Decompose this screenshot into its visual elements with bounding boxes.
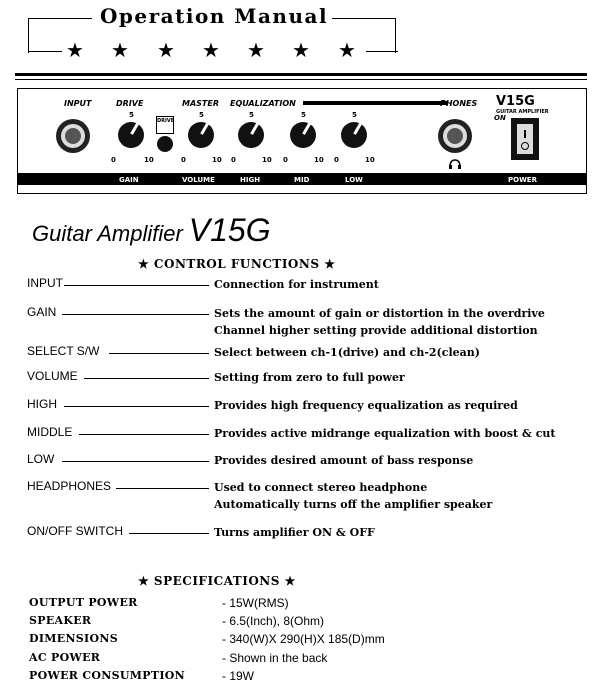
gain-scale-5: 5	[129, 111, 134, 119]
strip-label-mid: MID	[294, 176, 310, 184]
spec-value: - 340(W)X 290(H)X 185(D)mm	[222, 632, 385, 646]
low-scale-10: 10	[365, 156, 375, 164]
control-desc: Provides high frequency equalization as required	[214, 399, 518, 412]
control-term: SELECT S/W	[27, 344, 100, 358]
star-row-left-line	[28, 51, 62, 52]
star-icon: ★	[292, 38, 310, 62]
drive-select-switch[interactable]	[156, 116, 174, 160]
leader-line	[129, 533, 209, 534]
star-icon: ★	[111, 38, 129, 62]
control-row-high	[27, 397, 587, 415]
mid-scale-5: 5	[301, 111, 306, 119]
panel-label-master: MASTER	[182, 99, 219, 108]
divider-thick	[15, 73, 587, 76]
leader-line	[109, 353, 209, 354]
control-term: VOLUME	[27, 369, 78, 383]
control-row-onoff	[27, 524, 587, 542]
high-scale-5: 5	[249, 111, 254, 119]
control-row-gain	[27, 305, 587, 339]
leader-line	[79, 434, 209, 435]
volume-scale-5: 5	[199, 111, 204, 119]
control-functions-heading: ★ CONTROL FUNCTIONS ★	[138, 257, 336, 271]
header-star-row	[28, 40, 398, 62]
amp-logo: V15G	[496, 94, 535, 109]
control-desc: Sets the amount of gain or distortion in the overdrive	[214, 307, 545, 320]
spec-row	[29, 669, 589, 687]
volume-scale-10: 10	[212, 156, 222, 164]
panel-label-phones: PHONES	[440, 99, 478, 108]
control-desc: Provides active midrange equalization with boost & cut	[214, 427, 556, 440]
control-desc: Channel higher setting provide additional distortion	[214, 324, 538, 337]
mid-scale-10: 10	[314, 156, 324, 164]
control-row-volume	[27, 369, 587, 387]
spec-key: OUTPUT POWER	[29, 596, 138, 609]
divider-thin	[15, 79, 587, 80]
strip-label-low: LOW	[345, 176, 363, 184]
equalization-bar	[303, 101, 448, 105]
spec-value: - 15W(RMS)	[222, 596, 289, 610]
control-row-input	[27, 276, 587, 294]
high-scale-10: 10	[262, 156, 272, 164]
control-desc: Connection for instrument	[214, 278, 379, 291]
high-scale-0: 0	[231, 156, 236, 164]
gain-knob[interactable]	[113, 117, 149, 153]
control-term: LOW	[27, 452, 55, 466]
leader-line	[62, 314, 209, 315]
strip-label-high: HIGH	[240, 176, 261, 184]
leader-line	[116, 488, 209, 489]
low-scale-0: 0	[334, 156, 339, 164]
control-desc: Setting from zero to full power	[214, 371, 405, 384]
mid-knob[interactable]	[285, 117, 321, 153]
leader-line	[64, 285, 209, 286]
leader-line	[62, 461, 209, 462]
star-icon: ★	[66, 38, 84, 62]
spec-value: - 6.5(Inch), 8(Ohm)	[222, 614, 325, 628]
control-desc: Automatically turns off the amplifier speaker	[214, 498, 493, 511]
control-term: GAIN	[27, 305, 57, 319]
headphone-icon	[449, 159, 461, 169]
panel-label-on: ON	[494, 114, 506, 122]
control-term: HEADPHONES	[27, 479, 112, 493]
control-desc: Turns amplifier ON & OFF	[214, 526, 375, 539]
leader-line	[84, 378, 209, 379]
mid-scale-0: 0	[283, 156, 288, 164]
spec-key: AC POWER	[29, 651, 101, 664]
product-name: Guitar Amplifier	[32, 221, 183, 246]
strip-label-volume: VOLUME	[182, 176, 215, 184]
spec-key: POWER CONSUMPTION	[29, 669, 186, 682]
control-row-low	[27, 452, 587, 470]
control-row-middle	[27, 425, 587, 443]
star-icon: ★	[338, 38, 356, 62]
leader-line	[64, 406, 209, 407]
volume-knob[interactable]	[183, 117, 219, 153]
control-desc: Used to connect stereo headphone	[214, 481, 428, 494]
star-icon: ★	[202, 38, 220, 62]
page-title: Operation Manual	[100, 4, 329, 28]
high-knob[interactable]	[233, 117, 269, 153]
spec-row	[29, 651, 589, 669]
control-term: ON/OFF SWITCH	[27, 524, 123, 538]
control-row-headphones	[27, 479, 587, 513]
spec-key: SPEAKER	[29, 614, 92, 627]
volume-scale-0: 0	[181, 156, 186, 164]
gain-scale-0: 0	[111, 156, 116, 164]
spec-key: DIMENSIONS	[29, 632, 118, 645]
star-row-right-line	[366, 51, 398, 52]
control-term: HIGH	[27, 397, 57, 411]
panel-label-equalization: EQUALIZATION	[230, 99, 296, 108]
input-jack[interactable]	[56, 119, 90, 153]
control-term: MIDDLE	[27, 425, 73, 439]
phones-jack[interactable]	[438, 119, 472, 153]
spec-row	[29, 632, 589, 650]
strip-label-power: POWER	[508, 176, 537, 184]
panel-label-input: INPUT	[64, 99, 92, 108]
control-term: INPUT	[27, 276, 63, 290]
panel-label-drive: DRIVE	[116, 99, 144, 108]
strip-label-gain: GAIN	[119, 176, 139, 184]
amp-logo-subtitle: GUITAR AMPLIFIER	[496, 109, 549, 115]
control-desc: Provides desired amount of bass response	[214, 454, 474, 467]
spec-value: - Shown in the back	[222, 651, 328, 665]
star-icon: ★	[157, 38, 175, 62]
spec-value: - 19W	[222, 669, 255, 683]
star-icon: ★	[247, 38, 265, 62]
drive-select-button[interactable]	[157, 136, 173, 152]
spec-row	[29, 614, 589, 632]
control-desc: Select between ch-1(drive) and ch-2(clean)	[214, 346, 480, 359]
low-knob[interactable]	[336, 117, 372, 153]
low-scale-5: 5	[352, 111, 357, 119]
gain-scale-10: 10	[144, 156, 154, 164]
specifications-heading: ★ SPECIFICATIONS ★	[138, 574, 296, 588]
product-title	[32, 212, 271, 249]
control-row-select	[27, 344, 587, 362]
drive-select-label: DRIVE	[156, 116, 174, 134]
spec-row	[29, 596, 589, 614]
amp-control-panel	[17, 88, 587, 194]
product-model: V15G	[188, 212, 271, 248]
power-switch[interactable]	[511, 118, 539, 160]
